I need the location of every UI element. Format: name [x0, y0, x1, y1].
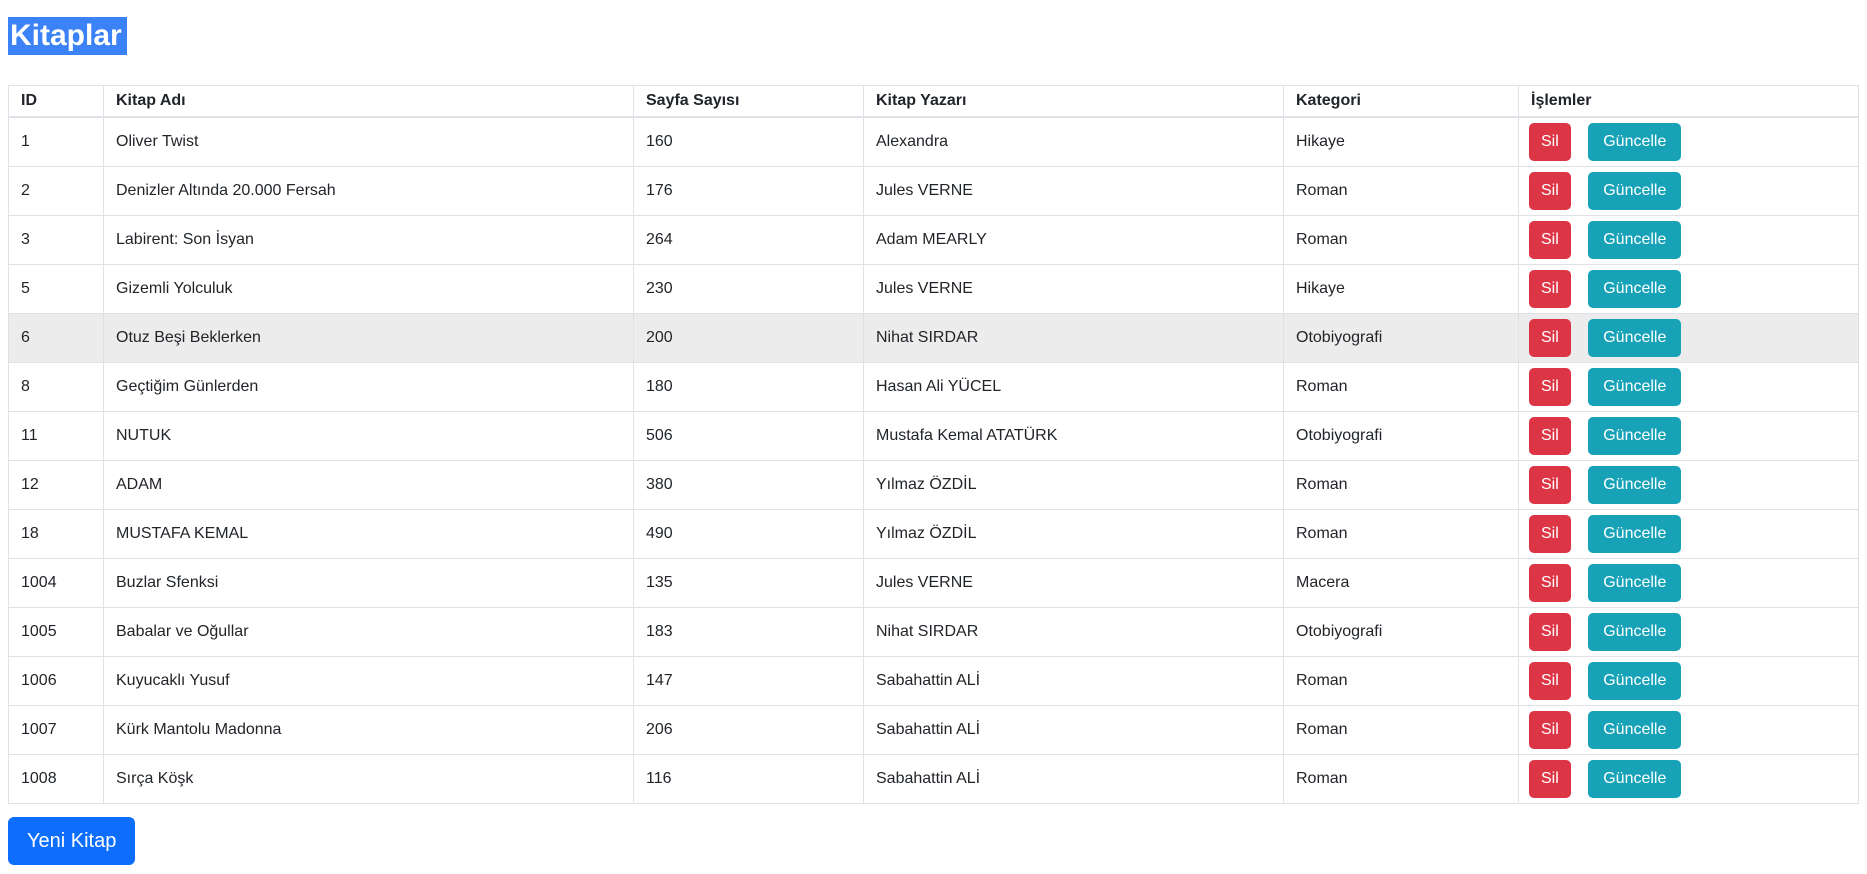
- header-row: [9, 86, 1859, 118]
- book-name-cell: NUTUK: [104, 412, 634, 461]
- column-header-actions: İşlemler: [1519, 86, 1859, 118]
- book-pages-cell: 380: [634, 461, 864, 510]
- column-header-id: ID: [9, 86, 104, 118]
- book-id-cell: 1007: [9, 706, 104, 755]
- table-row: [9, 117, 1859, 167]
- book-id-cell: 1006: [9, 657, 104, 706]
- book-category-cell: Roman: [1284, 510, 1519, 559]
- book-author-cell: Sabahattin ALİ: [864, 706, 1284, 755]
- book-name-cell: Kürk Mantolu Madonna: [104, 706, 634, 755]
- book-author-cell: Yılmaz ÖZDİL: [864, 510, 1284, 559]
- table-row: [9, 755, 1859, 804]
- book-author-cell: Alexandra: [864, 117, 1284, 167]
- delete-button[interactable]: Sil: [1529, 760, 1571, 798]
- delete-button[interactable]: Sil: [1529, 123, 1571, 161]
- update-button[interactable]: Güncelle: [1588, 123, 1681, 161]
- book-pages-cell: 116: [634, 755, 864, 804]
- book-pages-cell: 230: [634, 265, 864, 314]
- table-row: [9, 608, 1859, 657]
- books-table-body: [9, 117, 1859, 804]
- book-pages-cell: 147: [634, 657, 864, 706]
- book-actions-cell: [1519, 559, 1859, 608]
- update-button[interactable]: Güncelle: [1588, 172, 1681, 210]
- book-id-cell: 11: [9, 412, 104, 461]
- delete-button[interactable]: Sil: [1529, 613, 1571, 651]
- books-table-header: [9, 86, 1859, 118]
- book-author-cell: Jules VERNE: [864, 167, 1284, 216]
- book-category-cell: Roman: [1284, 216, 1519, 265]
- delete-button[interactable]: Sil: [1529, 319, 1571, 357]
- book-category-cell: Otobiyografi: [1284, 608, 1519, 657]
- book-name-cell: Sırça Köşk: [104, 755, 634, 804]
- update-button[interactable]: Güncelle: [1588, 711, 1681, 749]
- delete-button[interactable]: Sil: [1529, 172, 1571, 210]
- update-button[interactable]: Güncelle: [1588, 613, 1681, 651]
- book-category-cell: Hikaye: [1284, 117, 1519, 167]
- book-actions-cell: [1519, 608, 1859, 657]
- book-actions-cell: [1519, 461, 1859, 510]
- book-author-cell: Jules VERNE: [864, 559, 1284, 608]
- book-pages-cell: 176: [634, 167, 864, 216]
- book-name-cell: Denizler Altında 20.000 Fersah: [104, 167, 634, 216]
- book-id-cell: 2: [9, 167, 104, 216]
- book-actions-cell: [1519, 657, 1859, 706]
- book-id-cell: 1005: [9, 608, 104, 657]
- book-name-cell: Babalar ve Oğullar: [104, 608, 634, 657]
- delete-button[interactable]: Sil: [1529, 711, 1571, 749]
- book-author-cell: Adam MEARLY: [864, 216, 1284, 265]
- book-pages-cell: 160: [634, 117, 864, 167]
- delete-button[interactable]: Sil: [1529, 662, 1571, 700]
- book-name-cell: ADAM: [104, 461, 634, 510]
- book-pages-cell: 183: [634, 608, 864, 657]
- book-id-cell: 5: [9, 265, 104, 314]
- table-row: [9, 314, 1859, 363]
- book-pages-cell: 506: [634, 412, 864, 461]
- book-actions-cell: [1519, 706, 1859, 755]
- table-row: [9, 657, 1859, 706]
- table-row: [9, 510, 1859, 559]
- update-button[interactable]: Güncelle: [1588, 515, 1681, 553]
- book-pages-cell: 200: [634, 314, 864, 363]
- book-actions-cell: [1519, 167, 1859, 216]
- book-category-cell: Roman: [1284, 706, 1519, 755]
- book-actions-cell: [1519, 265, 1859, 314]
- book-name-cell: MUSTAFA KEMAL: [104, 510, 634, 559]
- book-author-cell: Nihat SIRDAR: [864, 608, 1284, 657]
- book-category-cell: Macera: [1284, 559, 1519, 608]
- table-row: [9, 216, 1859, 265]
- book-id-cell: 6: [9, 314, 104, 363]
- delete-button[interactable]: Sil: [1529, 515, 1571, 553]
- book-author-cell: Sabahattin ALİ: [864, 657, 1284, 706]
- book-id-cell: 12: [9, 461, 104, 510]
- book-pages-cell: 264: [634, 216, 864, 265]
- book-category-cell: Otobiyografi: [1284, 314, 1519, 363]
- column-header-category: Kategori: [1284, 86, 1519, 118]
- book-name-cell: Labirent: Son İsyan: [104, 216, 634, 265]
- book-category-cell: Roman: [1284, 461, 1519, 510]
- book-category-cell: Otobiyografi: [1284, 412, 1519, 461]
- book-pages-cell: 135: [634, 559, 864, 608]
- book-id-cell: 1: [9, 117, 104, 167]
- table-row: [9, 412, 1859, 461]
- column-header-author: Kitap Yazarı: [864, 86, 1284, 118]
- book-name-cell: Otuz Beşi Beklerken: [104, 314, 634, 363]
- book-pages-cell: 490: [634, 510, 864, 559]
- book-author-cell: Sabahattin ALİ: [864, 755, 1284, 804]
- update-button[interactable]: Güncelle: [1588, 368, 1681, 406]
- update-button[interactable]: Güncelle: [1588, 221, 1681, 259]
- column-header-name: Kitap Adı: [104, 86, 634, 118]
- book-author-cell: Hasan Ali YÜCEL: [864, 363, 1284, 412]
- book-name-cell: Oliver Twist: [104, 117, 634, 167]
- update-button[interactable]: Güncelle: [1588, 319, 1681, 357]
- book-category-cell: Roman: [1284, 363, 1519, 412]
- book-pages-cell: 206: [634, 706, 864, 755]
- new-book-button[interactable]: Yeni Kitap: [8, 817, 135, 865]
- update-button[interactable]: Güncelle: [1588, 466, 1681, 504]
- table-row: [9, 706, 1859, 755]
- book-id-cell: 8: [9, 363, 104, 412]
- book-actions-cell: [1519, 363, 1859, 412]
- book-name-cell: Gizemli Yolculuk: [104, 265, 634, 314]
- book-category-cell: Roman: [1284, 657, 1519, 706]
- book-pages-cell: 180: [634, 363, 864, 412]
- table-row: [9, 363, 1859, 412]
- book-id-cell: 18: [9, 510, 104, 559]
- book-id-cell: 1008: [9, 755, 104, 804]
- book-actions-cell: [1519, 216, 1859, 265]
- book-author-cell: Yılmaz ÖZDİL: [864, 461, 1284, 510]
- table-row: [9, 265, 1859, 314]
- book-category-cell: Roman: [1284, 167, 1519, 216]
- update-button[interactable]: Güncelle: [1588, 564, 1681, 602]
- book-actions-cell: [1519, 755, 1859, 804]
- book-author-cell: Nihat SIRDAR: [864, 314, 1284, 363]
- book-actions-cell: [1519, 314, 1859, 363]
- books-table: [8, 85, 1859, 804]
- book-id-cell: 3: [9, 216, 104, 265]
- book-id-cell: 1004: [9, 559, 104, 608]
- book-author-cell: Jules VERNE: [864, 265, 1284, 314]
- table-row: [9, 461, 1859, 510]
- book-category-cell: Roman: [1284, 755, 1519, 804]
- table-row: [9, 559, 1859, 608]
- update-button[interactable]: Güncelle: [1588, 760, 1681, 798]
- page-title: [8, 18, 127, 54]
- delete-button[interactable]: Sil: [1529, 417, 1571, 455]
- delete-button[interactable]: Sil: [1529, 270, 1571, 308]
- delete-button[interactable]: Sil: [1529, 368, 1571, 406]
- table-row: [9, 167, 1859, 216]
- delete-button[interactable]: Sil: [1529, 466, 1571, 504]
- update-button[interactable]: Güncelle: [1588, 417, 1681, 455]
- book-actions-cell: [1519, 510, 1859, 559]
- update-button[interactable]: Güncelle: [1588, 270, 1681, 308]
- book-author-cell: Mustafa Kemal ATATÜRK: [864, 412, 1284, 461]
- book-name-cell: Buzlar Sfenksi: [104, 559, 634, 608]
- update-button[interactable]: Güncelle: [1588, 662, 1681, 700]
- book-name-cell: Kuyucaklı Yusuf: [104, 657, 634, 706]
- book-name-cell: Geçtiğim Günlerden: [104, 363, 634, 412]
- book-actions-cell: [1519, 412, 1859, 461]
- page-title-selected-text: Kitaplar: [8, 17, 127, 55]
- delete-button[interactable]: Sil: [1529, 221, 1571, 259]
- delete-button[interactable]: Sil: [1529, 564, 1571, 602]
- column-header-pages: Sayfa Sayısı: [634, 86, 864, 118]
- book-category-cell: Hikaye: [1284, 265, 1519, 314]
- book-actions-cell: [1519, 117, 1859, 167]
